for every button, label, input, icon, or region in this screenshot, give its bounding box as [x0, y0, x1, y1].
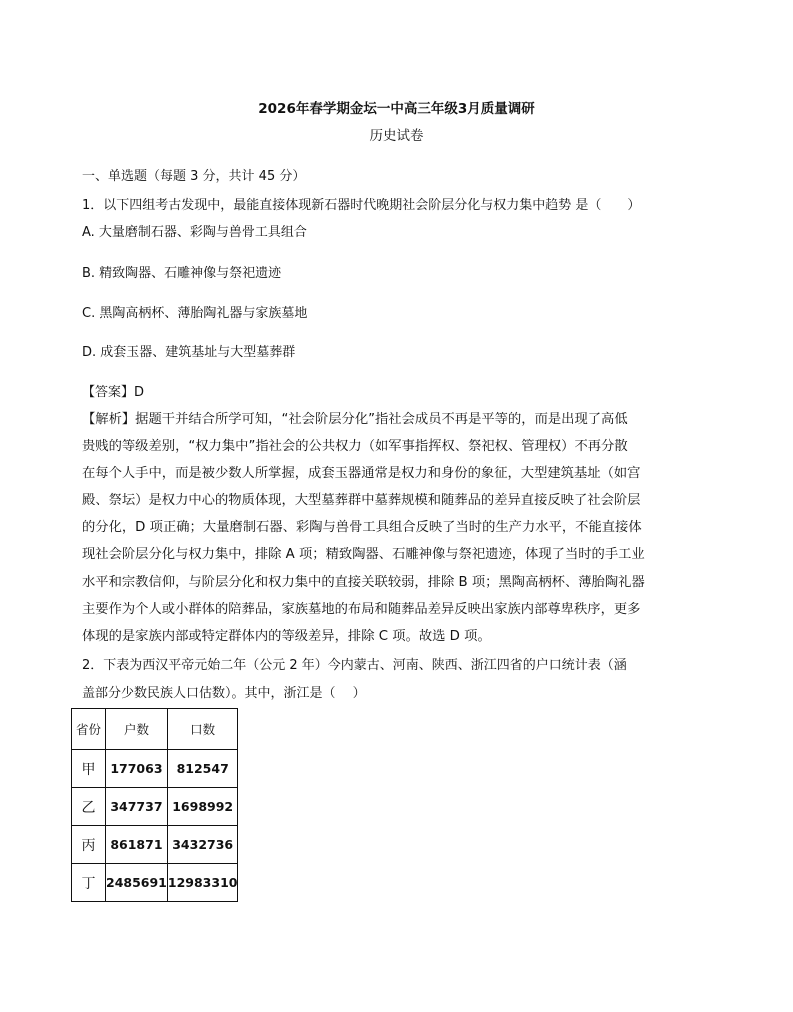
table-cell-households: 347737	[106, 788, 168, 826]
question-1-explanation	[82, 406, 682, 650]
table-header-province: 省份	[72, 709, 106, 750]
question-1-option-b: B. 精致陶器、石雕神像与祭祀遗迹	[82, 266, 282, 281]
table-header-population: 口数	[167, 709, 238, 750]
question-1-option-c: C. 黑陶高柄杯、薄胎陶礼器与家族墓地	[82, 306, 308, 321]
table-cell-households: 2485691	[106, 864, 168, 902]
table-row	[72, 788, 238, 826]
table-header-row	[72, 709, 238, 750]
table-cell-province: 丙	[72, 826, 106, 864]
question-1-answer: 【答案】D	[82, 385, 145, 400]
explanation-line: 水平和宗教信仰，与阶层分化和权力集中的直接关联较弱，排除 B 项；黑陶高柄杯、薄胎陶礼器	[82, 574, 645, 590]
explanation-line: 【解析】据题干并结合所学可知，“社会阶层分化”指社会成员不再是平等的，而是出现了高低	[82, 412, 628, 427]
table-cell-population: 12983310	[167, 864, 238, 902]
table-cell-households: 177063	[106, 750, 168, 788]
table-cell-population: 812547	[167, 750, 238, 788]
question-2-stem-line-2: 盖部分少数民族人口估数）。其中，浙江是（ ）	[82, 686, 366, 701]
exam-title: 2026年春学期金坛一中高三年级3月质量调研	[258, 101, 535, 117]
explanation-line: 的分化，D 项正确；大量磨制石器、彩陶与兽骨工具组合反映了当时的生产力水平，不能直接体	[82, 520, 642, 536]
question-1-stem: 1．以下四组考古发现中，最能直接体现新石器时代晚期社会阶层分化与权力集中趋势 是（ ）	[82, 198, 641, 213]
table-cell-province: 乙	[72, 788, 106, 826]
explanation-line: 贵贱的等级差别，“权力集中”指社会的公共权力（如军事指挥权、祭祀权、管理权）不再分散	[82, 439, 628, 455]
table-row	[72, 826, 238, 864]
question-1-option-d: D. 成套玉器、建筑基址与大型墓葬群	[82, 345, 296, 360]
table-cell-households: 861871	[106, 826, 168, 864]
table-row	[72, 750, 238, 788]
table-cell-province: 甲	[72, 750, 106, 788]
explanation-line: 殿、祭坛）是权力中心的物质体现，大型墓葬群中墓葬规模和随葬品的差异直接反映了社会阶层	[82, 493, 641, 509]
table-cell-population: 1698992	[167, 788, 238, 826]
explanation-line: 体现的是家族内部或特定群体内的等级差异，排除 C 项。故选 D 项。	[82, 628, 491, 644]
table-cell-province: 丁	[72, 864, 106, 902]
section-heading: 一、单选题（每题 3 分，共计 45 分）	[82, 169, 306, 184]
question-1-option-a: A. 大量磨制石器、彩陶与兽骨工具组合	[82, 225, 307, 240]
population-table	[71, 708, 238, 902]
table-header-households: 户数	[106, 709, 168, 750]
table-row	[72, 864, 238, 902]
question-2-stem-line-1: 2．下表为西汉平帝元始二年（公元 2 年）今内蒙古、河南、陕西、浙江四省的户口统计表（涵	[82, 658, 627, 673]
explanation-line: 现社会阶层分化与权力集中，排除 A 项；精致陶器、石雕神像与祭祀遗迹，体现了当时的手工业	[82, 547, 645, 563]
exam-subtitle: 历史试卷	[369, 128, 424, 144]
explanation-line: 在每个人手中，而是被少数人所掌握，成套玉器通常是权力和身份的象征，大型建筑基址（如宫	[82, 466, 641, 482]
table-cell-population: 3432736	[167, 826, 238, 864]
explanation-line: 主要作为个人或小群体的陪葬品，家族墓地的布局和随葬品差异反映出家族内部尊卑秩序，更多	[82, 601, 641, 617]
